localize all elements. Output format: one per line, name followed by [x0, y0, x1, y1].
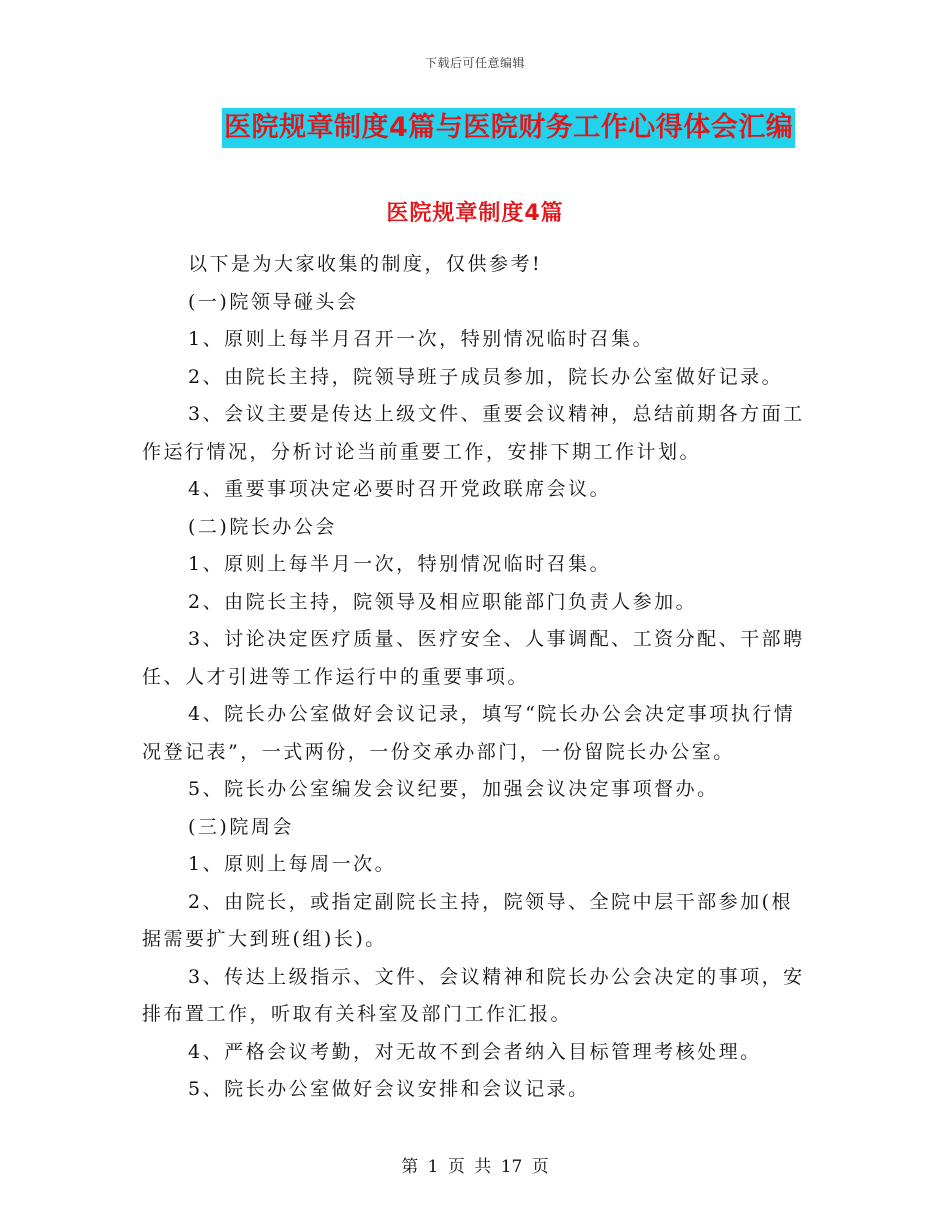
- paragraph: 2、由院长主持，院领导及相应职能部门负责人参加。: [188, 590, 698, 613]
- subheading-office-meeting: (二)院长办公会: [188, 515, 337, 538]
- paragraph: 5、院长办公室做好会议安排和会议记录。: [188, 1078, 590, 1100]
- subheading-leaders-meeting: (一)院领导碰头会: [188, 290, 359, 313]
- paragraph: 3、讨论决定医疗质量、医疗安全、人事调配、工资分配、干部聘任、人才引进等工作运行中的重要事项。: [142, 628, 805, 688]
- paragraph: 4、严格会议考勤，对无故不到会者纳入目标管理考核处理。: [188, 1040, 762, 1063]
- paragraph: 5、院长办公室编发会议纪要，加强会议决定事项督办。: [188, 778, 719, 800]
- intro-paragraph: 以下是为大家收集的制度，仅供参考!: [188, 253, 543, 275]
- document-title: 医院规章制度4篇与医院财务工作心得体会汇编: [222, 108, 795, 148]
- paragraph: 1、原则上每半月召开一次，特别情况临时召集。: [188, 328, 655, 350]
- header-note: 下载后可任意编辑: [424, 56, 525, 70]
- paragraph: 2、由院长主持，院领导班子成员参加，院长办公室做好记录。: [188, 365, 784, 388]
- paragraph: 1、原则上每周一次。: [188, 853, 397, 875]
- paragraph: 1、原则上每半月一次，特别情况临时召集。: [188, 553, 612, 575]
- paragraph: 3、传达上级指示、文件、会议精神和院长办公会决定的事项，安排布置工作，听取有关科室及部门工作汇报。: [142, 965, 805, 1025]
- document-body: [142, 246, 810, 1109]
- subheading-weekly-meeting: (三)院周会: [188, 815, 294, 838]
- section-title: 医院规章制度4篇: [386, 201, 564, 226]
- paragraph: 2、由院长，或指定副院长主持，院领导、全院中层干部参加(根据需要扩大到班(组)长)。: [142, 890, 794, 950]
- page-number-footer: 第 1 页 共 17 页: [401, 1157, 549, 1177]
- paragraph: 4、院长办公室做好会议记录，填写“院长办公会决定事项执行情况登记表”，一式两份，一份交承办部门，一份留院长办公室。: [142, 703, 796, 763]
- paragraph: 3、会议主要是传达上级文件、重要会议精神，总结前期各方面工作运行情况，分析讨论当前重要工作，安排下期工作计划。: [142, 403, 805, 463]
- paragraph: 4、重要事项决定必要时召开党政联席会议。: [188, 478, 612, 500]
